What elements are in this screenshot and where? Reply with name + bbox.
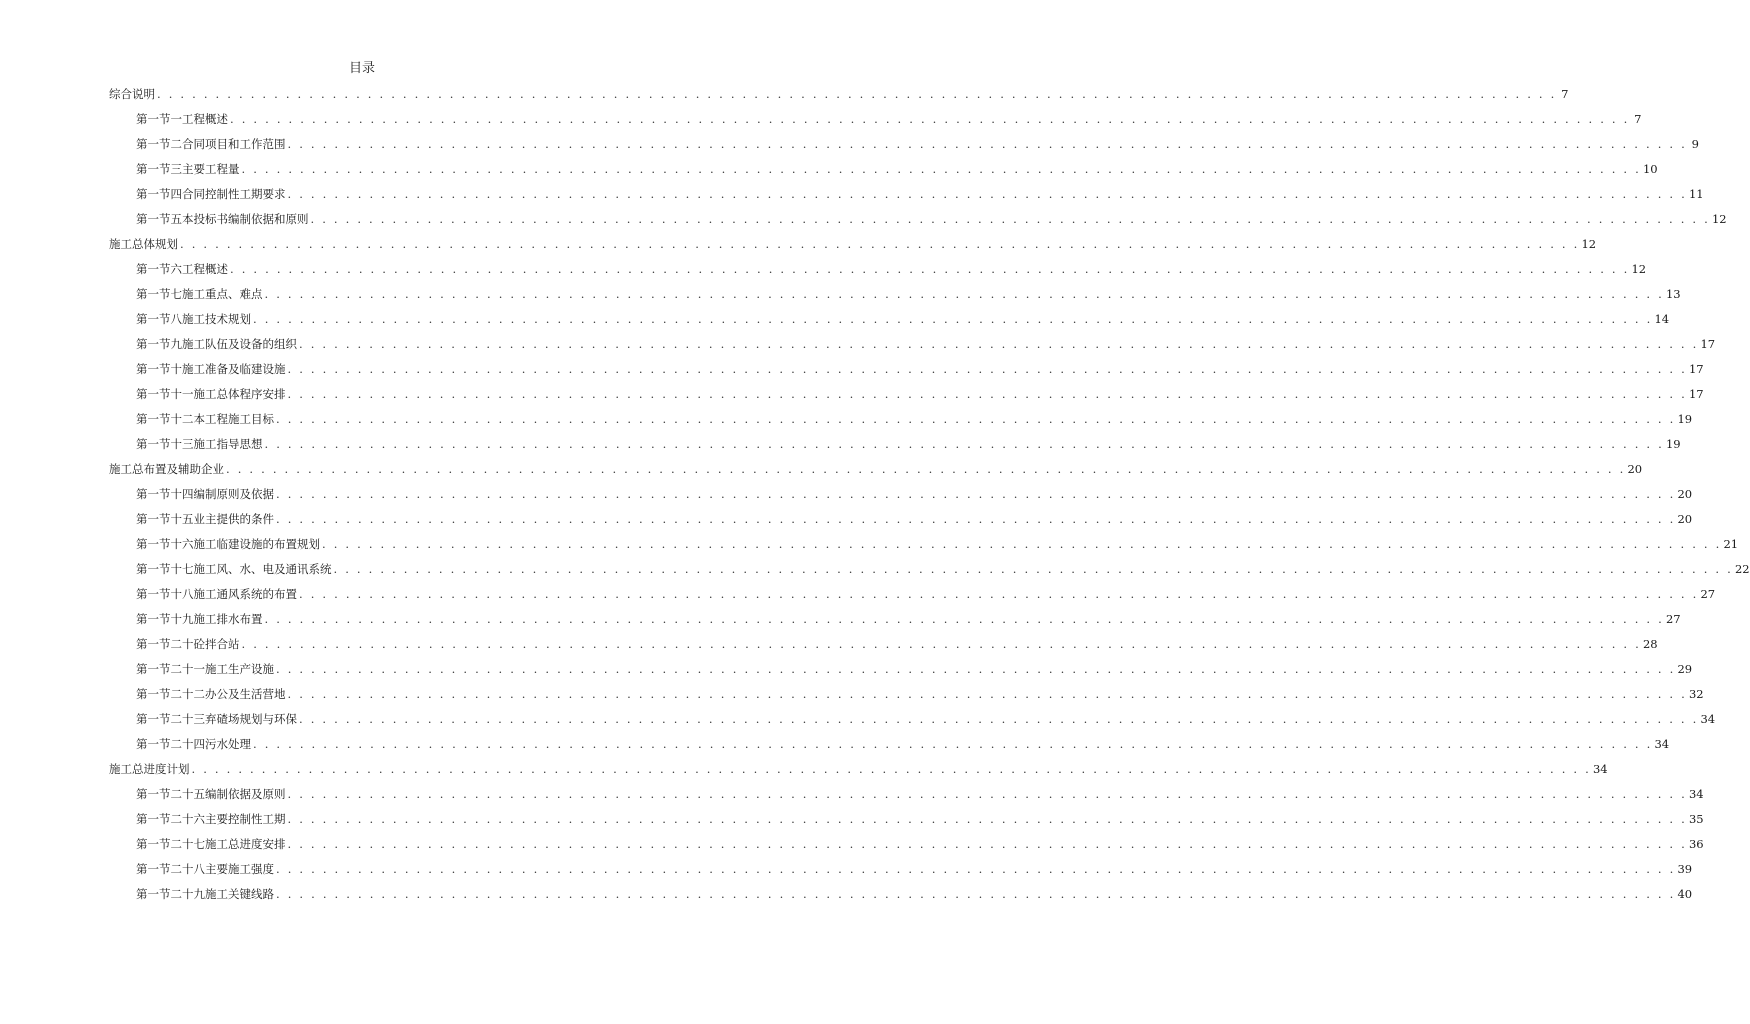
toc-page-number: 36 [1688, 837, 1704, 851]
toc-page-number: 27 [1665, 612, 1681, 626]
toc-leader-dots: . . . . . . . . . . . . . . . . . . . . . . . . . . . . . . . . . . . . . . . . . . . . . . . . . . . . . . . . . . . . . . . . . . . . . . . . . . . . . . . . . . . . . . . . . . . . . . . . . . . . . . . . . . . . . . . . . . . . . . . . [264, 612, 1664, 626]
toc-entry-number: 第一节十 [136, 362, 182, 376]
toc-section-entry[interactable] [109, 879, 1693, 904]
toc-leader-dots: . . . . . . . . . . . . . . . . . . . . . . . . . . . . . . . . . . . . . . . . . . . . . . . . . . . . . . . . . . . . . . . . . . . . . . . . . . . . . . . . . . . . . . . . . . . . . . . . . . . . . . . . . . . . . . . . . . . . . . . . [287, 812, 1687, 826]
toc-page-number: 10 [1642, 162, 1658, 176]
toc-entry-number: 第一节一 [136, 112, 182, 126]
toc-section-entry[interactable] [109, 704, 1716, 729]
toc-chapter-entry[interactable] [109, 79, 1569, 104]
toc-section-entry[interactable] [109, 379, 1704, 404]
toc-leader-dots: . . . . . . . . . . . . . . . . . . . . . . . . . . . . . . . . . . . . . . . . . . . . . . . . . . . . . . . . . . . . . . . . . . . . . . . . . . . . . . . . . . . . . . . . . . . . . . . . . . . . . . . . . . . . . . . . . . . . . . . . [287, 787, 1687, 801]
toc-page-number: 27 [1700, 587, 1716, 601]
toc-section-entry[interactable] [109, 829, 1704, 854]
toc-section-entry[interactable] [109, 304, 1670, 329]
toc-page-number: 17 [1688, 387, 1704, 401]
toc-entry-text: 编制依据及原则 [205, 787, 286, 801]
toc-entry-text: 办公及生活营地 [205, 687, 286, 701]
toc-entry-text: 合同控制性工期要求 [182, 187, 286, 201]
toc-entry-text: 主要施工强度 [205, 862, 274, 876]
toc-page-number: 22 [1734, 562, 1750, 576]
toc-page-number: 17 [1700, 337, 1716, 351]
toc-entry-text: 编制原则及依据 [193, 487, 274, 501]
toc-section-entry[interactable] [109, 404, 1693, 429]
toc-entry-number: 第一节七 [136, 287, 182, 301]
toc-entry-number: 第一节九 [136, 337, 182, 351]
toc-leader-dots: . . . . . . . . . . . . . . . . . . . . . . . . . . . . . . . . . . . . . . . . . . . . . . . . . . . . . . . . . . . . . . . . . . . . . . . . . . . . . . . . . . . . . . . . . . . . . . . . . . . . . . . . . . . . . . . . . . . . . . . . [287, 387, 1687, 401]
toc-leader-dots: . . . . . . . . . . . . . . . . . . . . . . . . . . . . . . . . . . . . . . . . . . . . . . . . . . . . . . . . . . . . . . . . . . . . . . . . . . . . . . . . . . . . . . . . . . . . . . . . . . . . . . . . . . . . . . . . . . . . . . . . [276, 862, 1676, 876]
toc-entry-number: 第一节二十八 [136, 862, 205, 876]
toc-page-number: 13 [1665, 287, 1681, 301]
toc-section-entry[interactable] [109, 579, 1716, 604]
toc-entry-number: 第一节二十七 [136, 837, 205, 851]
toc-page-number: 12 [1581, 237, 1597, 251]
toc-entry-text: 合同项目和工作范围 [182, 137, 286, 151]
toc-entry-text: 施工通风系统的布置 [193, 587, 297, 601]
table-of-contents [109, 79, 1750, 904]
toc-page-number: 32 [1688, 687, 1704, 701]
toc-leader-dots: . . . . . . . . . . . . . . . . . . . . . . . . . . . . . . . . . . . . . . . . . . . . . . . . . . . . . . . . . . . . . . . . . . . . . . . . . . . . . . . . . . . . . . . . . . . . . . . . . . . . . . . . . . . . . . . . . . . . . . . . [333, 562, 1733, 576]
toc-page-number: 29 [1677, 662, 1693, 676]
toc-section-entry[interactable] [109, 729, 1670, 754]
toc-section-entry[interactable] [109, 529, 1739, 554]
toc-page-number: 20 [1677, 512, 1693, 526]
toc-section-entry[interactable] [109, 504, 1693, 529]
toc-entry-text: 施工总进度计划 [109, 762, 190, 776]
toc-entry-number: 第一节十八 [136, 587, 194, 601]
toc-section-entry[interactable] [109, 429, 1681, 454]
toc-leader-dots: . . . . . . . . . . . . . . . . . . . . . . . . . . . . . . . . . . . . . . . . . . . . . . . . . . . . . . . . . . . . . . . . . . . . . . . . . . . . . . . . . . . . . . . . . . . . . . . . . . . . . . . . . . . . . . . . . . . . . . . . [299, 712, 1699, 726]
toc-title: 目录 [348, 61, 375, 76]
toc-entry-number: 第一节十四 [136, 487, 194, 501]
toc-leader-dots: . . . . . . . . . . . . . . . . . . . . . . . . . . . . . . . . . . . . . . . . . . . . . . . . . . . . . . . . . . . . . . . . . . . . . . . . . . . . . . . . . . . . . . . . . . . . . . . . . . . . . . . . . . . . . . . . . . . . . . . . [241, 162, 1641, 176]
toc-entry-text: 施工总体规划 [109, 237, 178, 251]
toc-entry-number: 第一节八 [136, 312, 182, 326]
toc-leader-dots: . . . . . . . . . . . . . . . . . . . . . . . . . . . . . . . . . . . . . . . . . . . . . . . . . . . . . . . . . . . . . . . . . . . . . . . . . . . . . . . . . . . . . . . . . . . . . . . . . . . . . . . . . . . . . . . . . . . . . . . . [287, 837, 1687, 851]
toc-entry-text: 施工指导思想 [193, 437, 263, 451]
toc-chapter-entry[interactable] [109, 454, 1643, 479]
toc-leader-dots: . . . . . . . . . . . . . . . . . . . . . . . . . . . . . . . . . . . . . . . . . . . . . . . . . . . . . . . . . . . . . . . . . . . . . . . . . . . . . . . . . . . . . . . . . . . . . . . . . . . . . . . . . . . . . . . . . . . . . . . . [287, 687, 1687, 701]
toc-section-entry[interactable] [109, 329, 1716, 354]
toc-leader-dots: . . . . . . . . . . . . . . . . . . . . . . . . . . . . . . . . . . . . . . . . . . . . . . . . . . . . . . . . . . . . . . . . . . . . . . . . . . . . . . . . . . . . . . . . . . . . . . . . . . . . . . . . . . . . . . . . . . . . . . . . [287, 362, 1687, 376]
toc-leader-dots: . . . . . . . . . . . . . . . . . . . . . . . . . . . . . . . . . . . . . . . . . . . . . . . . . . . . . . . . . . . . . . . . . . . . . . . . . . . . . . . . . . . . . . . . . . . . . . . . . . . . . . . . . . . . . . . . . . . . . . . . [322, 537, 1722, 551]
toc-entry-text: 施工风、水、电及通讯系统 [193, 562, 332, 576]
toc-section-entry[interactable] [109, 804, 1704, 829]
toc-entry-number: 第一节二十六 [136, 812, 205, 826]
toc-section-entry[interactable] [109, 554, 1750, 579]
toc-page-number: 34 [1688, 787, 1704, 801]
toc-entry-text: 施工总布置及辅助企业 [109, 462, 224, 476]
toc-entry-number: 第一节十一 [136, 387, 194, 401]
toc-leader-dots: . . . . . . . . . . . . . . . . . . . . . . . . . . . . . . . . . . . . . . . . . . . . . . . . . . . . . . . . . . . . . . . . . . . . . . . . . . . . . . . . . . . . . . . . . . . . . . . . . . . . . . . . . . . . . . . . . . . . . . . . [264, 437, 1664, 451]
toc-section-entry[interactable] [109, 854, 1693, 879]
toc-leader-dots: . . . . . . . . . . . . . . . . . . . . . . . . . . . . . . . . . . . . . . . . . . . . . . . . . . . . . . . . . . . . . . . . . . . . . . . . . . . . . . . . . . . . . . . . . . . . . . . . . . . . . . . . . . . . . . . . . . . . . . . . [287, 137, 1687, 151]
toc-leader-dots: . . . . . . . . . . . . . . . . . . . . . . . . . . . . . . . . . . . . . . . . . . . . . . . . . . . . . . . . . . . . . . . . . . . . . . . . . . . . . . . . . . . . . . . . . . . . . . . . . . . . . . . . . . . . . . . . . . . . . . . . [226, 462, 1626, 476]
toc-leader-dots: . . . . . . . . . . . . . . . . . . . . . . . . . . . . . . . . . . . . . . . . . . . . . . . . . . . . . . . . . . . . . . . . . . . . . . . . . . . . . . . . . . . . . . . . . . . . . . . . . . . . . . . . . . . . . . . . . . . . . . . . [310, 212, 1710, 226]
toc-section-entry[interactable] [109, 479, 1693, 504]
toc-leader-dots: . . . . . . . . . . . . . . . . . . . . . . . . . . . . . . . . . . . . . . . . . . . . . . . . . . . . . . . . . . . . . . . . . . . . . . . . . . . . . . . . . . . . . . . . . . . . . . . . . . . . . . . . . . . . . . . . . . . . . . . . [276, 662, 1676, 676]
toc-entry-text: 业主提供的条件 [193, 512, 274, 526]
toc-page-number: 34 [1654, 737, 1670, 751]
toc-section-entry[interactable] [109, 654, 1693, 679]
toc-entry-text: 施工排水布置 [193, 612, 263, 626]
toc-section-entry[interactable] [109, 179, 1704, 204]
toc-entry-text: 本投标书编制依据和原则 [182, 212, 309, 226]
toc-entry-text: 弃碴场规划与环保 [205, 712, 297, 726]
toc-leader-dots: . . . . . . . . . . . . . . . . . . . . . . . . . . . . . . . . . . . . . . . . . . . . . . . . . . . . . . . . . . . . . . . . . . . . . . . . . . . . . . . . . . . . . . . . . . . . . . . . . . . . . . . . . . . . . . . . . . . . . . . . [241, 637, 1641, 651]
toc-page-number: 14 [1654, 312, 1670, 326]
toc-section-entry[interactable] [109, 204, 1727, 229]
toc-entry-number: 第一节二十一 [136, 662, 205, 676]
toc-entry-text: 施工队伍及设备的组织 [182, 337, 297, 351]
toc-entry-number: 第一节二十五 [136, 787, 205, 801]
toc-leader-dots: . . . . . . . . . . . . . . . . . . . . . . . . . . . . . . . . . . . . . . . . . . . . . . . . . . . . . . . . . . . . . . . . . . . . . . . . . . . . . . . . . . . . . . . . . . . . . . . . . . . . . . . . . . . . . . . . . . . . . . . . [276, 412, 1676, 426]
toc-page-number: 7 [1561, 87, 1569, 101]
toc-entry-number: 第一节二十 [136, 637, 194, 651]
toc-page-number: 39 [1677, 862, 1693, 876]
toc-page-number: 34 [1592, 762, 1608, 776]
toc-entry-text: 施工临建设施的布置规划 [193, 537, 320, 551]
toc-chapter-entry[interactable] [109, 754, 1608, 779]
toc-entry-text: 工程概述 [182, 112, 228, 126]
toc-section-entry[interactable] [109, 604, 1681, 629]
toc-entry-text: 主要控制性工期 [205, 812, 286, 826]
toc-entry-text: 污水处理 [205, 737, 251, 751]
toc-leader-dots: . . . . . . . . . . . . . . . . . . . . . . . . . . . . . . . . . . . . . . . . . . . . . . . . . . . . . . . . . . . . . . . . . . . . . . . . . . . . . . . . . . . . . . . . . . . . . . . . . . . . . . . . . . . . . . . . . . . . . . . . [276, 887, 1676, 901]
toc-page-number: 9 [1691, 137, 1699, 151]
toc-entry-text: 施工生产设施 [205, 662, 274, 676]
toc-entry-number: 第一节二十三 [136, 712, 205, 726]
toc-entry-number: 第一节十五 [136, 512, 194, 526]
toc-page-number: 19 [1665, 437, 1681, 451]
toc-section-entry[interactable] [109, 679, 1704, 704]
toc-page-number: 20 [1627, 462, 1643, 476]
toc-entry-number: 第一节二十九 [136, 887, 205, 901]
toc-entry-text: 本工程施工目标 [193, 412, 274, 426]
toc-page-number: 35 [1688, 812, 1704, 826]
toc-entry-text: 主要工程量 [182, 162, 240, 176]
toc-entry-number: 第一节十九 [136, 612, 194, 626]
toc-leader-dots: . . . . . . . . . . . . . . . . . . . . . . . . . . . . . . . . . . . . . . . . . . . . . . . . . . . . . . . . . . . . . . . . . . . . . . . . . . . . . . . . . . . . . . . . . . . . . . . . . . . . . . . . . . . . . . . . . . . . . . . . [299, 587, 1699, 601]
toc-leader-dots: . . . . . . . . . . . . . . . . . . . . . . . . . . . . . . . . . . . . . . . . . . . . . . . . . . . . . . . . . . . . . . . . . . . . . . . . . . . . . . . . . . . . . . . . . . . . . . . . . . . . . . . . . . . . . . . . . . . . . . . . [157, 87, 1557, 101]
toc-entry-number: 第一节三 [136, 162, 182, 176]
toc-entry-number: 第一节四 [136, 187, 182, 201]
toc-entry-text: 施工重点、难点 [182, 287, 263, 301]
toc-page-number: 17 [1688, 362, 1704, 376]
toc-page-number: 19 [1677, 412, 1693, 426]
toc-entry-number: 第一节十六 [136, 537, 194, 551]
toc-entry-number: 第一节十七 [136, 562, 194, 576]
toc-entry-number: 第一节二十二 [136, 687, 205, 701]
toc-leader-dots: . . . . . . . . . . . . . . . . . . . . . . . . . . . . . . . . . . . . . . . . . . . . . . . . . . . . . . . . . . . . . . . . . . . . . . . . . . . . . . . . . . . . . . . . . . . . . . . . . . . . . . . . . . . . . . . . . . . . . . . . [299, 337, 1699, 351]
toc-entry-number: 第一节二 [136, 137, 182, 151]
toc-section-entry[interactable] [109, 104, 1642, 129]
toc-entry-text: 砼拌合站 [193, 637, 240, 651]
toc-entry-text: 施工总体程序安排 [193, 387, 286, 401]
toc-page-number: 28 [1642, 637, 1658, 651]
toc-entry-text: 综合说明 [109, 87, 155, 101]
toc-entry-number: 第一节六 [136, 262, 182, 276]
toc-section-entry[interactable] [109, 254, 1647, 279]
toc-entry-number: 第一节五 [136, 212, 182, 226]
toc-entry-text: 施工技术规划 [182, 312, 251, 326]
toc-page-number: 11 [1688, 187, 1704, 201]
toc-section-entry[interactable] [109, 779, 1704, 804]
toc-entry-text: 施工关键线路 [205, 887, 274, 901]
toc-leader-dots: . . . . . . . . . . . . . . . . . . . . . . . . . . . . . . . . . . . . . . . . . . . . . . . . . . . . . . . . . . . . . . . . . . . . . . . . . . . . . . . . . . . . . . . . . . . . . . . . . . . . . . . . . . . . . . . . . . . . . . . . [230, 262, 1630, 276]
toc-page-number: 7 [1634, 112, 1642, 126]
toc-section-entry[interactable] [109, 354, 1704, 379]
toc-leader-dots: . . . . . . . . . . . . . . . . . . . . . . . . . . . . . . . . . . . . . . . . . . . . . . . . . . . . . . . . . . . . . . . . . . . . . . . . . . . . . . . . . . . . . . . . . . . . . . . . . . . . . . . . . . . . . . . . . . . . . . . . [253, 737, 1653, 751]
toc-entry-text: 施工准备及临建设施 [182, 362, 286, 376]
toc-page-number: 12 [1631, 262, 1647, 276]
toc-leader-dots: . . . . . . . . . . . . . . . . . . . . . . . . . . . . . . . . . . . . . . . . . . . . . . . . . . . . . . . . . . . . . . . . . . . . . . . . . . . . . . . . . . . . . . . . . . . . . . . . . . . . . . . . . . . . . . . . . . . . . . . . [276, 512, 1676, 526]
toc-entry-number: 第一节十二 [136, 412, 194, 426]
toc-entry-number: 第一节二十四 [136, 737, 205, 751]
toc-entry-number: 第一节十三 [136, 437, 194, 451]
toc-leader-dots: . . . . . . . . . . . . . . . . . . . . . . . . . . . . . . . . . . . . . . . . . . . . . . . . . . . . . . . . . . . . . . . . . . . . . . . . . . . . . . . . . . . . . . . . . . . . . . . . . . . . . . . . . . . . . . . . . . . . . . . . [180, 237, 1580, 251]
toc-page-number: 40 [1677, 887, 1693, 901]
toc-section-entry[interactable] [109, 129, 1699, 154]
toc-section-entry[interactable] [109, 279, 1681, 304]
toc-section-entry[interactable] [109, 154, 1658, 179]
toc-leader-dots: . . . . . . . . . . . . . . . . . . . . . . . . . . . . . . . . . . . . . . . . . . . . . . . . . . . . . . . . . . . . . . . . . . . . . . . . . . . . . . . . . . . . . . . . . . . . . . . . . . . . . . . . . . . . . . . . . . . . . . . . [230, 112, 1630, 126]
toc-entry-text: 施工总进度安排 [205, 837, 286, 851]
toc-leader-dots: . . . . . . . . . . . . . . . . . . . . . . . . . . . . . . . . . . . . . . . . . . . . . . . . . . . . . . . . . . . . . . . . . . . . . . . . . . . . . . . . . . . . . . . . . . . . . . . . . . . . . . . . . . . . . . . . . . . . . . . . [191, 762, 1591, 776]
toc-leader-dots: . . . . . . . . . . . . . . . . . . . . . . . . . . . . . . . . . . . . . . . . . . . . . . . . . . . . . . . . . . . . . . . . . . . . . . . . . . . . . . . . . . . . . . . . . . . . . . . . . . . . . . . . . . . . . . . . . . . . . . . . [264, 287, 1664, 301]
toc-leader-dots: . . . . . . . . . . . . . . . . . . . . . . . . . . . . . . . . . . . . . . . . . . . . . . . . . . . . . . . . . . . . . . . . . . . . . . . . . . . . . . . . . . . . . . . . . . . . . . . . . . . . . . . . . . . . . . . . . . . . . . . . [276, 487, 1676, 501]
toc-page-number: 21 [1723, 537, 1739, 551]
toc-page-number: 20 [1677, 487, 1693, 501]
toc-chapter-entry[interactable] [109, 229, 1597, 254]
toc-page-number: 12 [1711, 212, 1727, 226]
toc-section-entry[interactable] [109, 629, 1658, 654]
toc-leader-dots: . . . . . . . . . . . . . . . . . . . . . . . . . . . . . . . . . . . . . . . . . . . . . . . . . . . . . . . . . . . . . . . . . . . . . . . . . . . . . . . . . . . . . . . . . . . . . . . . . . . . . . . . . . . . . . . . . . . . . . . . [253, 312, 1653, 326]
toc-entry-text: 工程概述 [182, 262, 228, 276]
toc-leader-dots: . . . . . . . . . . . . . . . . . . . . . . . . . . . . . . . . . . . . . . . . . . . . . . . . . . . . . . . . . . . . . . . . . . . . . . . . . . . . . . . . . . . . . . . . . . . . . . . . . . . . . . . . . . . . . . . . . . . . . . . . [287, 187, 1687, 201]
toc-page-number: 34 [1700, 712, 1716, 726]
